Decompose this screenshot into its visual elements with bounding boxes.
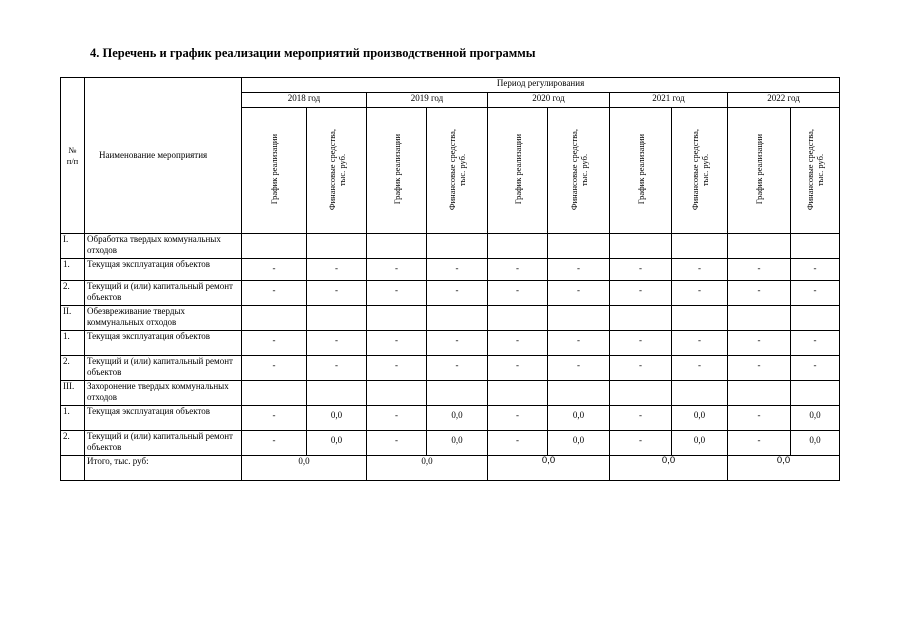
header-year: 2022 год xyxy=(728,93,840,108)
finance-cell xyxy=(427,306,488,331)
finance-cell: 0,0 xyxy=(672,406,728,431)
header-schedule-cell xyxy=(488,108,548,234)
finance-cell: - xyxy=(427,331,488,356)
table-row xyxy=(61,331,840,356)
row-name: Обработка твердых коммунальных отходов xyxy=(85,234,242,259)
schedule-cell: - xyxy=(488,259,548,281)
schedule-cell: - xyxy=(610,259,672,281)
row-name: Текущий и (или) капитальный ремонт объектов xyxy=(85,281,242,306)
header-schedule: График реализации xyxy=(635,134,646,205)
finance-cell xyxy=(548,234,610,259)
header-finance-cell xyxy=(307,108,367,234)
finance-cell: - xyxy=(427,281,488,306)
page-title: 4. Перечень и график реализации мероприятий производственной программы xyxy=(90,46,536,60)
row-name: Текущая эксплуатация объектов xyxy=(85,259,242,281)
table-row xyxy=(61,281,840,306)
schedule-cell: - xyxy=(610,356,672,381)
schedule-cell: - xyxy=(367,431,427,456)
schedule-cell: - xyxy=(728,431,791,456)
header-year: 2019 год xyxy=(367,93,488,108)
schedule-cell: - xyxy=(242,356,307,381)
table-row xyxy=(61,406,840,431)
schedule-cell: - xyxy=(610,331,672,356)
table-row xyxy=(61,431,840,456)
header-year: 2021 год xyxy=(610,93,728,108)
row-number: 1. xyxy=(61,406,85,431)
total-value: 0,0 xyxy=(488,456,610,481)
finance-cell: - xyxy=(791,356,840,381)
finance-cell xyxy=(427,381,488,406)
schedule-cell: - xyxy=(488,281,548,306)
schedule-cell: - xyxy=(488,431,548,456)
schedule-cell: - xyxy=(488,356,548,381)
finance-cell: - xyxy=(548,331,610,356)
row-number: III. xyxy=(61,381,85,406)
finance-cell: - xyxy=(548,356,610,381)
header-schedule: График реализации xyxy=(754,134,764,205)
header-schedule-cell xyxy=(242,108,307,234)
finance-cell: - xyxy=(548,281,610,306)
schedule-cell xyxy=(242,234,307,259)
schedule-cell xyxy=(488,306,548,331)
finance-cell: 0,0 xyxy=(307,431,367,456)
schedule-cell: - xyxy=(488,406,548,431)
header-year: 2020 год xyxy=(488,93,610,108)
schedule-cell: - xyxy=(610,431,672,456)
total-row xyxy=(61,456,840,481)
finance-cell: - xyxy=(791,281,840,306)
schedule-cell: - xyxy=(728,281,791,306)
row-name: Обезвреживание твердых коммунальных отходов xyxy=(85,306,242,331)
schedule-cell: - xyxy=(242,406,307,431)
finance-cell xyxy=(307,234,367,259)
header-finance: Финансовые средства, тыс. руб. xyxy=(689,128,710,210)
finance-cell xyxy=(427,234,488,259)
finance-cell xyxy=(791,381,840,406)
total-value: 0,0 xyxy=(367,456,488,481)
schedule-cell xyxy=(728,234,791,259)
finance-cell: 0,0 xyxy=(548,406,610,431)
row-number: II. xyxy=(61,306,85,331)
header-name: Наименование мероприятия xyxy=(85,78,242,234)
header-schedule: График реализации xyxy=(391,134,402,205)
schedule-cell: - xyxy=(610,406,672,431)
schedule-cell xyxy=(610,234,672,259)
header-finance: Финансовые средства, тыс. руб. xyxy=(568,128,589,210)
finance-cell xyxy=(307,306,367,331)
finance-cell: 0,0 xyxy=(791,406,840,431)
schedule-cell xyxy=(367,234,427,259)
finance-cell: - xyxy=(672,331,728,356)
finance-cell: 0,0 xyxy=(427,406,488,431)
schedule-cell xyxy=(610,381,672,406)
schedule-cell xyxy=(242,306,307,331)
header-finance-cell xyxy=(427,108,488,234)
finance-cell xyxy=(672,234,728,259)
row-number: 2. xyxy=(61,356,85,381)
row-name: Текущая эксплуатация объектов xyxy=(85,406,242,431)
total-empty-cell xyxy=(61,456,85,481)
finance-cell xyxy=(791,306,840,331)
row-name: Текущий и (или) капитальный ремонт объектов xyxy=(85,356,242,381)
schedule-cell xyxy=(488,381,548,406)
finance-cell: - xyxy=(791,331,840,356)
row-number: 1. xyxy=(61,331,85,356)
finance-cell: - xyxy=(307,356,367,381)
row-name: Захоронение твердых коммунальных отходов xyxy=(85,381,242,406)
total-value: 0,0 xyxy=(242,456,367,481)
finance-cell: - xyxy=(307,331,367,356)
finance-cell xyxy=(791,234,840,259)
header-year: 2018 год xyxy=(242,93,367,108)
row-number: 1. xyxy=(61,259,85,281)
schedule-cell: - xyxy=(367,356,427,381)
schedule-cell: - xyxy=(367,406,427,431)
header-schedule-cell xyxy=(610,108,672,234)
schedule-cell: - xyxy=(242,431,307,456)
schedule-cell: - xyxy=(242,331,307,356)
header-finance: Финансовые средства, тыс. руб. xyxy=(326,128,347,210)
schedule-cell: - xyxy=(728,356,791,381)
section-row xyxy=(61,306,840,331)
finance-cell: - xyxy=(672,281,728,306)
row-name: Текущий и (или) капитальный ремонт объектов xyxy=(85,431,242,456)
finance-cell xyxy=(548,306,610,331)
table-row xyxy=(61,356,840,381)
finance-cell: 0,0 xyxy=(427,431,488,456)
finance-cell: - xyxy=(307,281,367,306)
table-row xyxy=(61,259,840,281)
finance-cell: - xyxy=(672,259,728,281)
finance-cell: - xyxy=(548,259,610,281)
header-finance-cell xyxy=(548,108,610,234)
schedule-cell: - xyxy=(367,281,427,306)
header-schedule: График реализации xyxy=(512,134,523,205)
header-finance-cell xyxy=(791,108,840,234)
schedule-cell: - xyxy=(610,281,672,306)
finance-cell: 0,0 xyxy=(548,431,610,456)
header-num: № п/п xyxy=(61,78,85,234)
total-value: 0,0 xyxy=(610,456,728,481)
finance-cell: - xyxy=(427,356,488,381)
finance-cell xyxy=(672,306,728,331)
header-period: Период регулирования xyxy=(242,78,840,93)
header-schedule-cell xyxy=(367,108,427,234)
schedule-cell xyxy=(728,381,791,406)
schedule-cell xyxy=(367,381,427,406)
section-row xyxy=(61,234,840,259)
schedule-cell: - xyxy=(367,331,427,356)
program-table xyxy=(60,77,840,481)
schedule-cell: - xyxy=(728,331,791,356)
schedule-cell xyxy=(367,306,427,331)
finance-cell: - xyxy=(307,259,367,281)
finance-cell: - xyxy=(427,259,488,281)
schedule-cell xyxy=(488,234,548,259)
schedule-cell xyxy=(610,306,672,331)
schedule-cell xyxy=(728,306,791,331)
row-name: Текущая эксплуатация объектов xyxy=(85,331,242,356)
row-number: 2. xyxy=(61,431,85,456)
finance-cell: 0,0 xyxy=(791,431,840,456)
finance-cell: 0,0 xyxy=(307,406,367,431)
schedule-cell: - xyxy=(728,406,791,431)
total-label: Итого, тыс. руб: xyxy=(85,456,242,481)
schedule-cell: - xyxy=(242,281,307,306)
header-schedule: График реализации xyxy=(269,134,279,205)
schedule-cell xyxy=(242,381,307,406)
header-schedule-cell xyxy=(728,108,791,234)
finance-cell: 0,0 xyxy=(672,431,728,456)
header-finance: Финансовые средства, тыс. руб. xyxy=(447,128,467,210)
header-finance-cell xyxy=(672,108,728,234)
section-row xyxy=(61,381,840,406)
schedule-cell: - xyxy=(367,259,427,281)
finance-cell xyxy=(307,381,367,406)
finance-cell xyxy=(672,381,728,406)
header-finance: Финансовые средства, тыс. руб. xyxy=(805,128,826,210)
row-number: 2. xyxy=(61,281,85,306)
schedule-cell: - xyxy=(242,259,307,281)
finance-cell: - xyxy=(672,356,728,381)
finance-cell xyxy=(548,381,610,406)
finance-cell: - xyxy=(791,259,840,281)
schedule-cell: - xyxy=(728,259,791,281)
schedule-cell: - xyxy=(488,331,548,356)
row-number: I. xyxy=(61,234,85,259)
total-value: 0,0 xyxy=(728,456,840,481)
